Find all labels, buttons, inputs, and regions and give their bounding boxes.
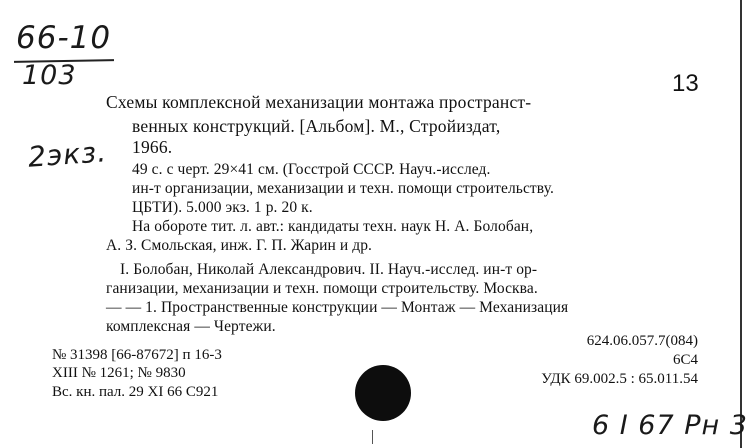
title-line: венных конструкций. [Альбом]. М., Стройиздат, <box>132 116 501 136</box>
footer-left-line: XIII № 1261; № 9830 <box>52 365 186 381</box>
handwritten-bottom-code: 6 I 67 Рн 3 <box>592 410 748 441</box>
tracing-line: комплексная — Чертежи. <box>106 318 276 335</box>
footer-right-line: УДК 69.002.5 : 65.011.54 <box>541 371 698 387</box>
card-number: 13 <box>672 70 699 97</box>
card-right-edge <box>740 0 742 448</box>
footer-left-line: № 31398 [66-87672] п 16-3 <box>52 347 222 363</box>
punch-tick-mark <box>372 430 373 444</box>
punch-hole <box>355 365 411 421</box>
tracing-line: ганизации, механизации и техн. помощи строительству. Москва. <box>106 280 538 297</box>
handwritten-second-code: 103 <box>22 60 77 91</box>
handwritten-top-code: 66-10 <box>16 20 112 56</box>
title-line: Схемы комплексной механизации монтажа пространст- <box>106 92 532 112</box>
note-line: А. З. Смольская, инж. Г. П. Жарин и др. <box>106 237 373 254</box>
tracing-line: — — 1. Пространственные конструкции — Монтаж — Механизация <box>106 299 569 316</box>
footer-right-line: 6С4 <box>672 352 698 368</box>
handwritten-copies-mark: 2экз. <box>26 135 108 174</box>
tracing-line: I. Болобан, Николай Александрович. II. Науч.-исслед. ин-т ор- <box>120 261 538 278</box>
description-line: ин-т организации, механизации и техн. помощи строительству. <box>132 180 554 197</box>
description-line: 49 с. с черт. 29×41 см. (Госстрой СССР. Науч.-исслед. <box>132 161 491 178</box>
footer-left-line: Вс. кн. пал. 29 XI 66 С921 <box>52 384 219 400</box>
title-line: 1966. <box>132 137 173 157</box>
footer-right-line: 624.06.057.7(084) <box>586 333 698 349</box>
description-line: ЦБТИ). 5.000 экз. 1 р. 20 к. <box>132 199 313 216</box>
note-line: На обороте тит. л. авт.: кандидаты техн. наук Н. А. Болобан, <box>132 218 534 235</box>
